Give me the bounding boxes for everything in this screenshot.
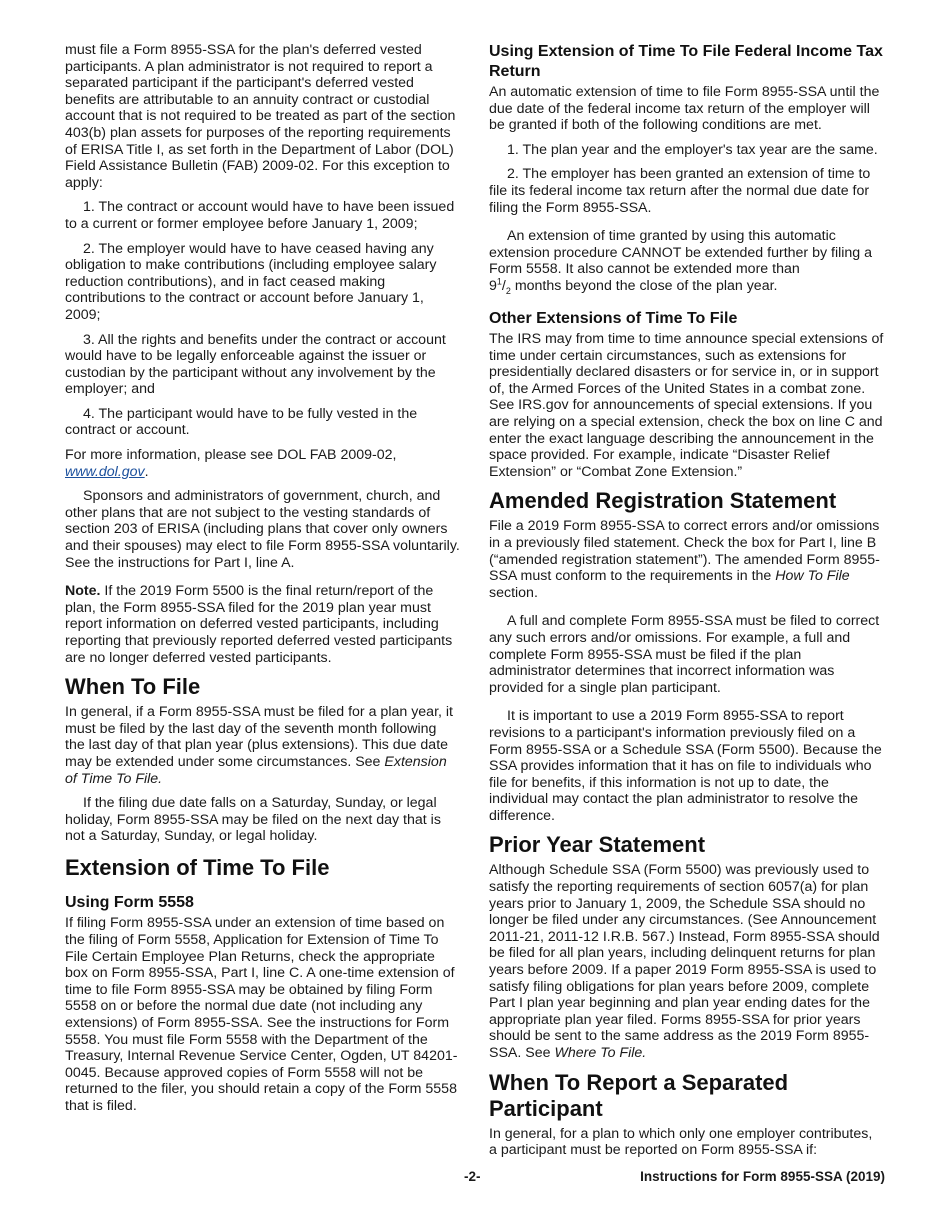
how-to-file-reference: How To File xyxy=(775,568,850,585)
amended-paragraph-1-text: File a 2019 Form 8955-SSA to correct errors and/or omissions in a previously filed statement. Check the box for Part I, line B (“amended registration statement”). The amended Form 8955-SSA must conform to the requirements in the xyxy=(489,518,880,585)
separated-participant-heading: When To Report a Separated Participant xyxy=(489,1069,789,1121)
when-paragraph-2: If the filing due date falls on a Saturday, Sunday, or legal holiday, Form 8955-SSA may be filed on the next day that is not a Saturday, Sunday, or legal holiday. xyxy=(65,795,441,845)
automatic-extension-paragraph: An extension of time granted by using this automatic extension procedure CANNOT be extended further by filing a Form 5558. It also cannot be extended more than $9^1/_2$ months beyond the close of the plan year. xyxy=(489,228,873,296)
amended-paragraph-1-end: section. xyxy=(489,584,538,601)
automatic-extension-text: An extension of time granted by using this automatic extension procedure CANNOT be extended further by filing a Form 5558. It also cannot be extended more than xyxy=(489,228,873,278)
prior-year-text: Although Schedule SSA (Form 5500) was previously used to satisfy the reporting requirements of section 6057(a) for plan years prior to January 1, 2009, the Schedule SSA should no longer be filed under any circumstances. (See Announcement 2011-21, 2011-12 I.R.B. 567.) Instead, Form 8955-SSA should be filed for all plan years, including delinquent returns for plan years before 2009. If a paper 2019 Form 8955-SSA is used to satisfy filing obligations for plan years before 2009, complete Part I plan year beginning and plan year ending dates for the appropriate plan year filed. Forms 8955-SSA for prior years should be sent to the same address as the 2019 Form 8955-SSA. See xyxy=(489,862,880,1061)
exception-item-1: 1. The contract or account would have to have been issued to a current or former employee before January 1, 2009; xyxy=(65,199,455,232)
other-extensions-paragraph: The IRS may from time to time announce special extensions of time under certain circumstances, such as extensions for presidentially declared disasters or for service in, or in support of, the Armed Forces of the United States in a combat zone. See IRS.gov for announcements of special extensions. If you are relying on a special extension, check the box on line C and enter the exact language describing the announcement in the space provided. For example, indicate “Disaster Relief Extension” or “Combat Zone Extension.” xyxy=(489,331,884,480)
intro-paragraph: must file a Form 8955-SSA for the plan's deferred vested participants. A plan administrator is not required to report a separated participant if the participant's deferred vested benefits are attributable to an annuity contract or custodial account that is not required to be treated as part of the section 403(b) plan assets for purposes of the reporting requirements of ERISA Title I, as set forth in the Department of Labor (DOL) Field Assistance Bulletin (FAB) 2009-02. For this exception to apply: xyxy=(65,42,456,191)
where-to-file-reference: Where To File. xyxy=(554,1045,647,1061)
other-extensions-heading: Other Extensions of Time To File xyxy=(489,309,738,327)
form5558-heading: Using Form 5558 xyxy=(65,893,194,911)
amended-paragraph-3: It is important to use a 2019 Form 8955-SSA to report revisions to a participant's information previously filed on a Form 8955-SSA or a Schedule SSA (Form 5500). Because the SSA provides information that it has on file to individuals who file for benefits, if this information is not up to date, the individual may contact the plan administrator to resolve the difference. xyxy=(489,708,882,824)
more-info-paragraph: For more information, please see DOL FAB 2009-02, www.dol.gov. xyxy=(65,447,397,480)
exception-item-3: 3. All the rights and benefits under the contract or account would have to be legally enforceable against the issuer or custodian by the participant without any involvement by the employer; and xyxy=(65,331,446,398)
fraction-numerator: 1 xyxy=(496,276,502,287)
automatic-extension-tail: months beyond the close of the plan year. xyxy=(514,277,778,294)
condition-item-1: 1. The plan year and the employer's tax year are the same. xyxy=(507,141,878,158)
page-number: -2- xyxy=(464,1169,481,1184)
note-paragraph xyxy=(65,583,460,666)
amended-paragraph-1 xyxy=(489,518,884,601)
months-number: 9 xyxy=(489,277,497,294)
prior-year-paragraph xyxy=(489,862,884,1061)
exception-item-4: 4. The participant would have to be fully vested in the contract or account. xyxy=(65,405,418,439)
extension-heading: Extension of Time To File xyxy=(65,854,330,880)
amended-heading: Amended Registration Statement xyxy=(489,488,837,514)
dol-gov-link[interactable]: www.dol.gov xyxy=(65,463,145,480)
right-column xyxy=(489,42,884,1167)
federal-extension-paragraph: An automatic extension of time to file Form 8955-SSA until the due date of the federal income tax return of the employer will be granted if both of the following conditions are met. xyxy=(489,84,880,134)
federal-extension-heading: Using Extension of Time To File Federal Income Tax Return xyxy=(489,43,883,80)
more-info-text: For more information, please see DOL FAB 2009-02, xyxy=(65,447,397,464)
left-column xyxy=(65,42,460,1123)
extension-reference: Extension of Time To File. xyxy=(65,753,447,787)
note-label: Note. xyxy=(65,583,101,600)
condition-item-2: 2. The employer has been granted an extension of time to file its federal income tax return after the normal due date for filing the Form 8955-SSA. xyxy=(489,166,871,216)
when-paragraph-1 xyxy=(65,704,460,787)
when-paragraph-1-text: In general, if a Form 8955-SSA must be filed for a plan year, it must be filed by the last day of the seventh month following the last day of that plan year (plus extensions). This due date may be extended under some circumstances. See xyxy=(65,704,453,770)
exception-item-2: 2. The employer would have to have ceased having any obligation to make contributions (including employee salary reduction contributions), and in fact ceased making contributions to the contract or account before January 1, 2009; xyxy=(65,240,437,323)
when-to-file-heading: When To File xyxy=(65,674,201,700)
amended-paragraph-2: A full and complete Form 8955-SSA must be filed to correct any such errors and/or omissions. For example, a full and complete Form 8955-SSA must be filed if the plan administrator determines that incorrect information was provided for a single plan participant. xyxy=(489,613,880,696)
form5558-paragraph: If filing Form 8955-SSA under an extension of time based on the filing of Form 5558, Application for Extension of Time To File Certain Employee Plan Returns, check the appropriate box on Form 8955-SSA, Part I, line C. A one-time extension of time to file Form 8955-SSA may be obtained by filing Form 5558 on or before the normal due date (not including any extensions) of Form 8955-SSA. See the instructions for Form 5558. You must file Form 5558 with the Department of the Treasury, Internal Revenue Service Center, Ogden, UT 84201-0045. Because approved copies of Form 5558 will not be returned to the filer, you should retain a copy of the Form 5558 that is filed. xyxy=(65,915,458,1114)
prior-year-heading: Prior Year Statement xyxy=(489,832,706,858)
separated-participant-paragraph: In general, for a plan to which only one employer contributes, a participant must be reported on Form 8955-SSA if: xyxy=(489,1125,873,1159)
fraction-denominator: 2 xyxy=(505,285,511,296)
footer-document-title: Instructions for Form 8955-SSA (2019) xyxy=(640,1169,885,1184)
sponsors-paragraph: Sponsors and administrators of government, church, and other plans that are not subject to the vesting standards of section 203 of ERISA (including plans that cover only owners and their spouses) may elect to file Form 8955-SSA voluntarily. See the instructions for Part I, line A. xyxy=(65,488,460,571)
note-text: If the 2019 Form 5500 is the final return/report of the plan, the Form 8955-SSA filed for the 2019 plan year must report information on deferred vested participants, including reporting that previously reported deferred vested participants are no longer deferred vested participants. xyxy=(65,583,453,666)
